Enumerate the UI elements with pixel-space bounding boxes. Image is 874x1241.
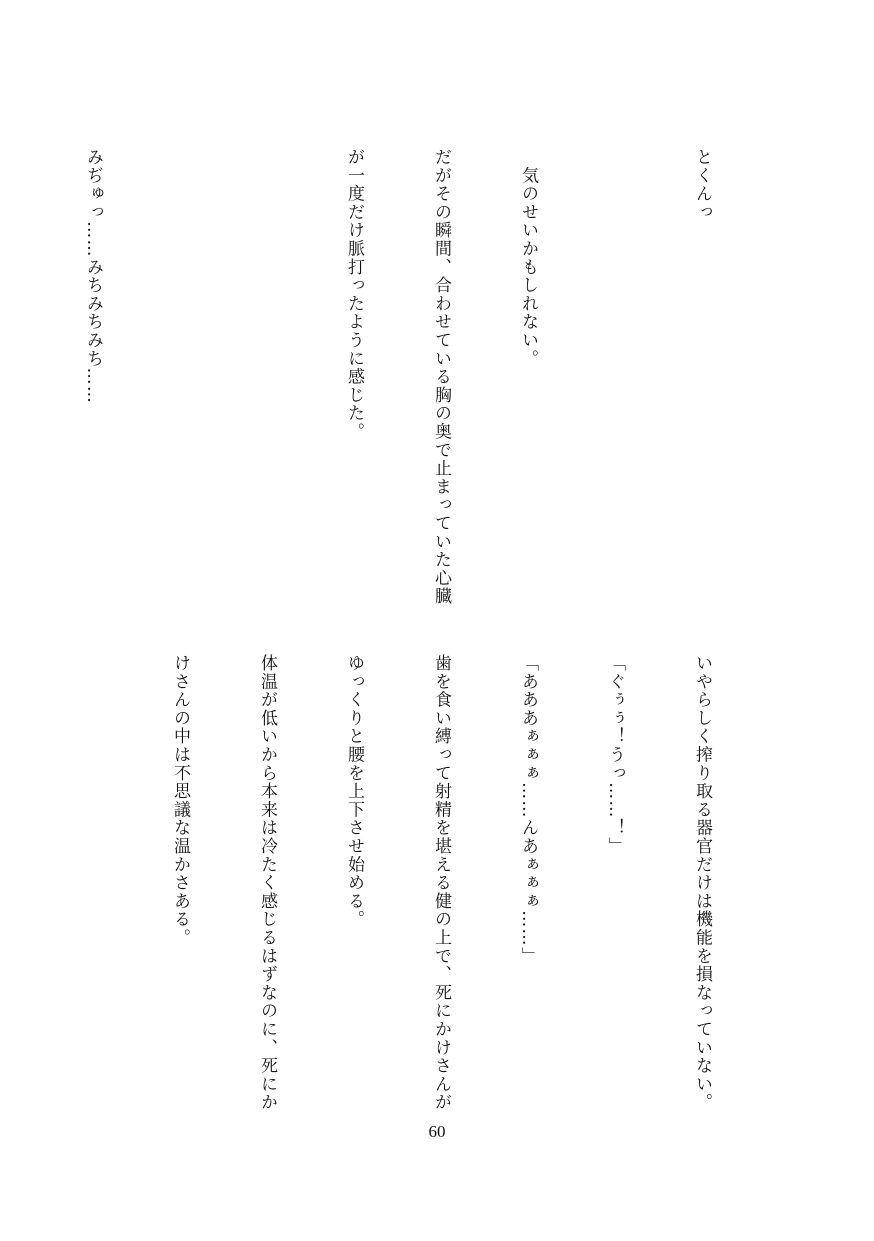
text-line: ゆっくりと腰を上下させ始める。	[344, 654, 364, 929]
text-line: とくんっ	[692, 148, 712, 222]
text-line: 気のせいかもしれない。	[518, 148, 538, 368]
text-line: だがその瞬間、合わせている胸の奥で止まっていた心臓	[431, 148, 451, 606]
text-line: 「あああぁぁぁ……んあぁぁぁ……」	[518, 654, 538, 966]
text-line	[0, 654, 20, 1114]
text-block-bottom	[0, 654, 774, 1114]
text-block-top	[0, 148, 774, 608]
text-line	[600, 148, 629, 608]
page-number: 60	[428, 1122, 446, 1141]
text-line	[78, 654, 107, 1114]
text-line: けさんの中は不思議な温かさある。	[170, 654, 190, 947]
text-line: 歯を食い縛って射精を堪える健の上で、死にかけさんが	[431, 654, 451, 1112]
text-line: 体温が低いから本来は冷たく感じるはずなのに、死にか	[257, 654, 277, 1112]
text-line	[165, 148, 194, 608]
text-line: 「ぐぅぅ！うっ……！」	[605, 654, 625, 856]
text-line: いやらしく搾り取る器官だけは機能を損なっていない。	[692, 654, 712, 1112]
text-line: が一度だけ脈打ったように感じた。	[344, 148, 364, 441]
text-line	[252, 148, 281, 608]
text-line: みぢゅっ……みちみちみち……	[83, 148, 103, 405]
text-line	[0, 148, 20, 608]
